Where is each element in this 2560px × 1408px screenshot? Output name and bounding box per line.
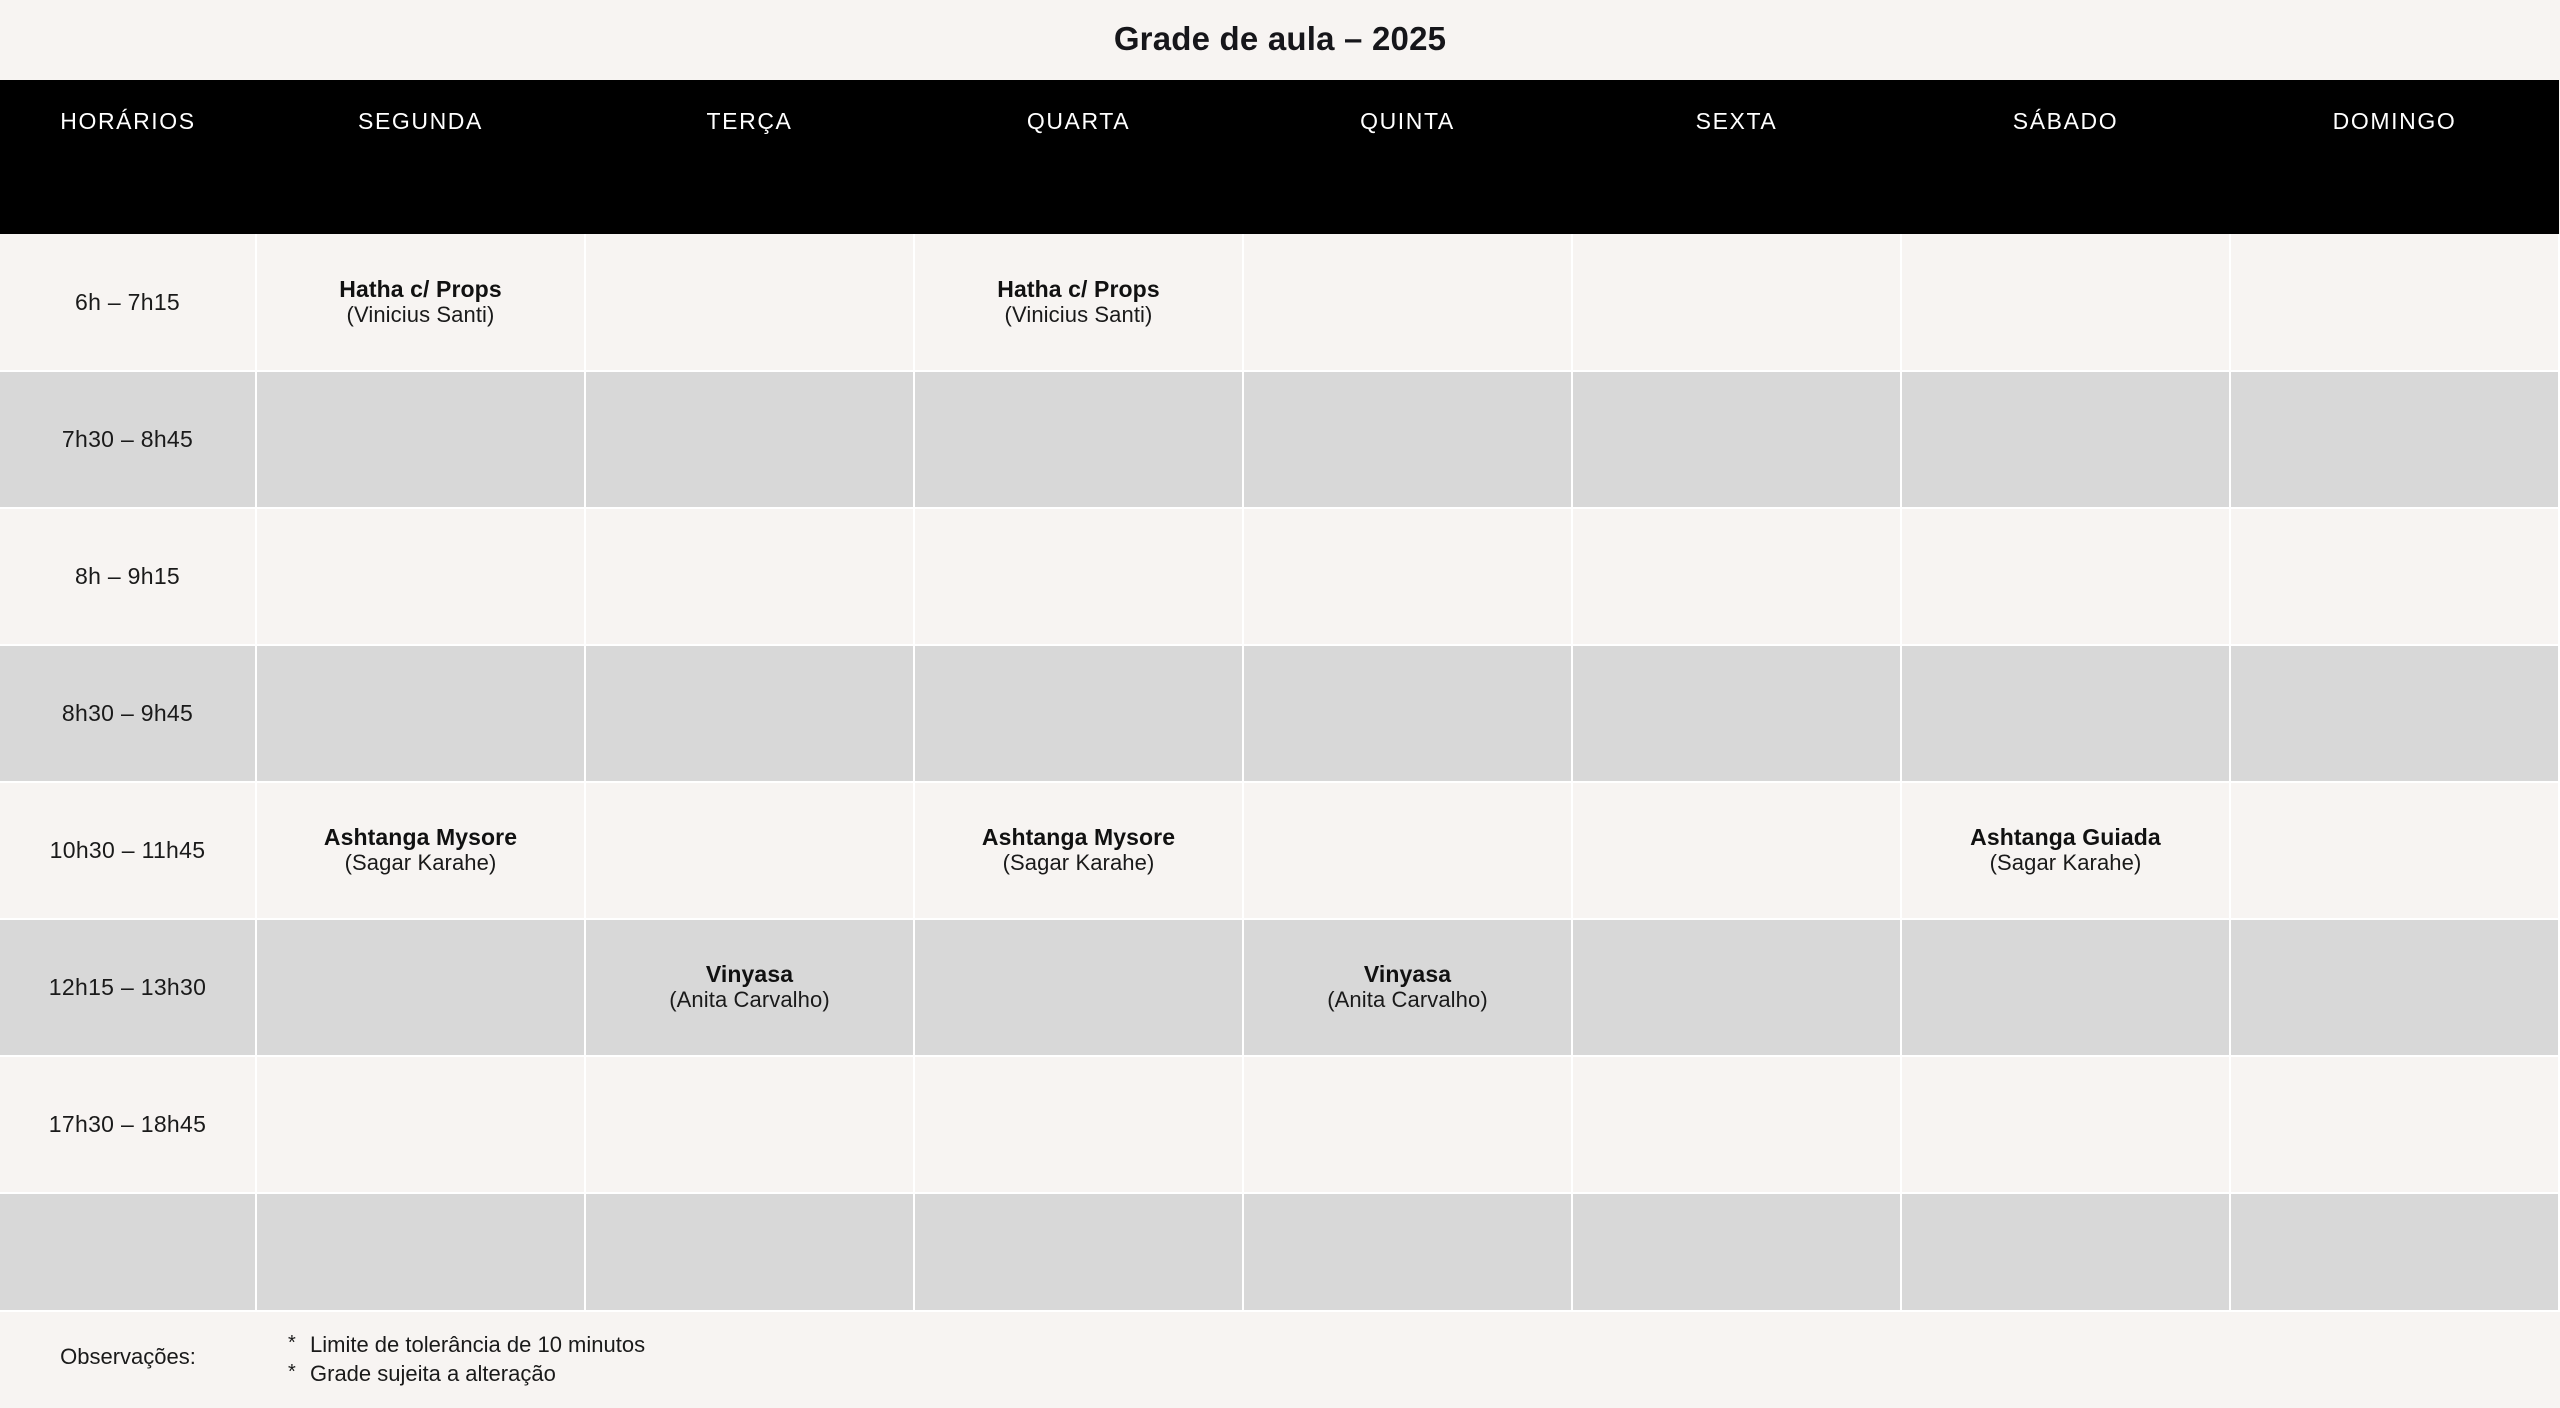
schedule-cell[interactable] (585, 234, 914, 371)
schedule-cell[interactable] (585, 1193, 914, 1311)
schedule-cell[interactable] (1243, 782, 1572, 919)
schedule-cell[interactable] (914, 782, 1243, 919)
asterisk-icon: * (288, 1332, 296, 1354)
schedule-cell[interactable] (256, 508, 585, 645)
observations-section (0, 1312, 2560, 1408)
schedule-cell[interactable] (1243, 1056, 1572, 1193)
schedule-cell[interactable] (256, 645, 585, 782)
schedule-cell[interactable] (914, 508, 1243, 645)
schedule-cell[interactable] (914, 371, 1243, 508)
schedule-cell[interactable] (914, 234, 1243, 371)
schedule-cell[interactable] (1243, 645, 1572, 782)
schedule-cell[interactable] (914, 645, 1243, 782)
schedule-cell[interactable] (1572, 782, 1901, 919)
schedule-cell[interactable] (1572, 508, 1901, 645)
schedule-cell[interactable] (2230, 1056, 2559, 1193)
schedule-cell[interactable] (256, 782, 585, 919)
class-teacher: (Anita Carvalho) (669, 987, 830, 1013)
table-row (0, 782, 2559, 919)
schedule-cell[interactable] (256, 234, 585, 371)
schedule-cell[interactable] (1901, 919, 2230, 1056)
class-name: Vinyasa (1363, 961, 1452, 988)
schedule-cell[interactable] (1901, 1056, 2230, 1193)
time-slot-label: 6h – 7h15 (0, 234, 256, 371)
schedule-cell[interactable] (1901, 508, 2230, 645)
time-slot-label: 12h15 – 13h30 (0, 919, 256, 1056)
schedule-cell[interactable] (914, 1193, 1243, 1311)
class-teacher: (Vinicius Santi) (1004, 301, 1153, 327)
schedule-cell[interactable] (2230, 1193, 2559, 1311)
schedule-cell[interactable] (1243, 1193, 1572, 1311)
schedule-cell[interactable] (585, 782, 914, 919)
schedule-cell[interactable] (1901, 645, 2230, 782)
schedule-cell[interactable] (914, 1056, 1243, 1193)
class-name: Hatha c/ Props (339, 275, 502, 302)
class-name: Hatha c/ Props (997, 275, 1160, 302)
schedule-cell[interactable] (1572, 919, 1901, 1056)
table-row (0, 371, 2559, 508)
schedule-cell[interactable] (914, 919, 1243, 1056)
class-teacher: (Sagar Karahe) (1002, 850, 1155, 876)
page-title: Grade de aula – 2025 (1113, 20, 1447, 57)
column-header-hours: HORÁRIOS (0, 79, 256, 234)
schedule-cell[interactable] (1901, 782, 2230, 919)
table-body (0, 234, 2559, 1311)
column-header-tuesday: TERÇA (585, 79, 914, 234)
observations-label: Observações: (60, 1344, 196, 1369)
observations-list (256, 1330, 645, 1388)
class-teacher: (Anita Carvalho) (1327, 987, 1488, 1013)
class-teacher: (Sagar Karahe) (344, 850, 497, 876)
schedule-cell[interactable] (2230, 919, 2559, 1056)
schedule-cell[interactable] (2230, 508, 2559, 645)
observation-text: Limite de tolerância de 10 minutos (310, 1332, 646, 1357)
table-header-row (0, 79, 2559, 234)
schedule-cell[interactable] (2230, 234, 2559, 371)
time-slot-label: 10h30 – 11h45 (0, 782, 256, 919)
schedule-cell[interactable] (2230, 645, 2559, 782)
schedule-cell[interactable] (256, 1056, 585, 1193)
schedule-cell[interactable] (1243, 919, 1572, 1056)
schedule-cell[interactable] (2230, 371, 2559, 508)
schedule-cell[interactable] (1243, 371, 1572, 508)
table-row (0, 1056, 2559, 1193)
column-header-sunday: DOMINGO (2230, 79, 2559, 234)
schedule-cell[interactable] (256, 919, 585, 1056)
class-schedule-table (0, 78, 2560, 1312)
observation-text: Grade sujeita a alteração (310, 1361, 556, 1387)
table-row (0, 645, 2559, 782)
schedule-cell[interactable] (1901, 234, 2230, 371)
column-header-saturday: SÁBADO (1901, 79, 2230, 234)
table-row (0, 508, 2559, 645)
schedule-cell[interactable] (1572, 1056, 1901, 1193)
schedule-cell[interactable] (585, 371, 914, 508)
page-title-bar (0, 0, 2560, 78)
class-teacher: (Vinicius Santi) (346, 301, 495, 327)
schedule-cell[interactable] (585, 919, 914, 1056)
table-row (0, 919, 2559, 1056)
schedule-cell[interactable] (1572, 234, 1901, 371)
column-header-thursday: QUINTA (1243, 79, 1572, 234)
schedule-cell[interactable] (1243, 234, 1572, 371)
table-row (0, 1193, 2559, 1311)
class-name: Ashtanga Guiada (1970, 824, 2161, 851)
schedule-cell[interactable] (1572, 1193, 1901, 1311)
schedule-cell[interactable] (585, 645, 914, 782)
time-slot-label: 8h30 – 9h45 (0, 645, 256, 782)
schedule-cell[interactable] (256, 371, 585, 508)
class-name: Vinyasa (705, 961, 794, 988)
schedule-cell[interactable] (585, 1056, 914, 1193)
list-item (288, 1330, 645, 1359)
schedule-cell[interactable] (1243, 508, 1572, 645)
table-row (0, 234, 2559, 371)
schedule-cell[interactable] (585, 508, 914, 645)
schedule-cell[interactable] (2230, 782, 2559, 919)
class-name: Ashtanga Mysore (323, 824, 518, 851)
column-header-friday: SEXTA (1572, 79, 1901, 234)
schedule-cell[interactable] (1572, 645, 1901, 782)
column-header-monday: SEGUNDA (256, 79, 585, 234)
class-teacher: (Sagar Karahe) (1989, 850, 2142, 876)
schedule-cell[interactable] (1901, 1193, 2230, 1311)
column-header-wednesday: QUARTA (914, 79, 1243, 234)
schedule-cell[interactable] (1572, 371, 1901, 508)
time-slot-label: 8h – 9h15 (0, 508, 256, 645)
time-slot-label: 17h30 – 18h45 (0, 1056, 256, 1193)
schedule-cell[interactable] (256, 1193, 585, 1311)
time-slot-label (0, 1193, 256, 1311)
time-slot-label: 7h30 – 8h45 (0, 371, 256, 508)
class-name: Ashtanga Mysore (981, 824, 1176, 851)
list-item (288, 1359, 645, 1388)
asterisk-icon: * (288, 1361, 296, 1384)
schedule-cell[interactable] (1901, 371, 2230, 508)
